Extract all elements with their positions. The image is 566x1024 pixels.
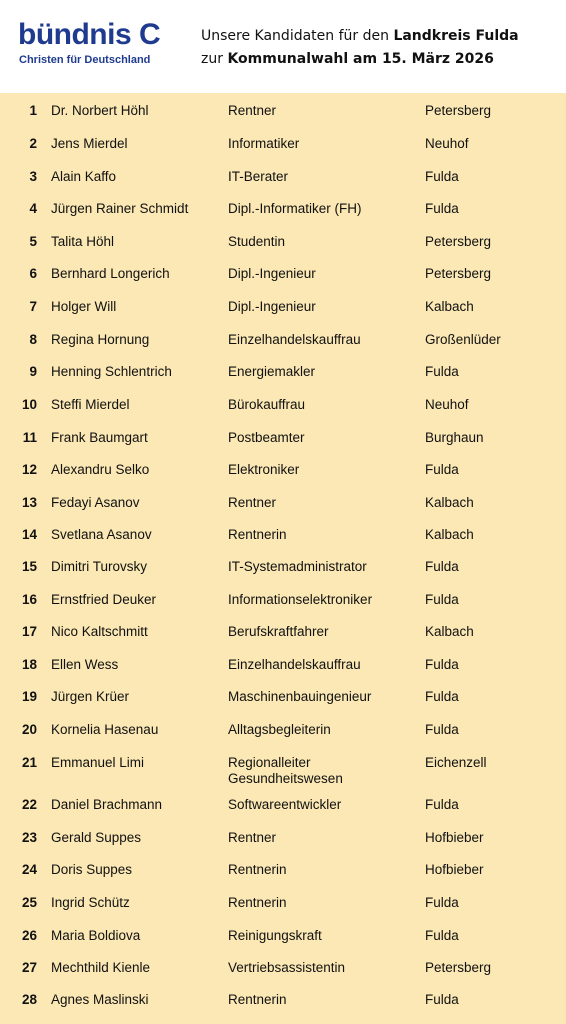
candidate-name: Doris Suppes — [51, 862, 133, 877]
candidate-town: Fulda — [425, 657, 459, 672]
headline-line-1-text: Unsere Kandidaten für den — [201, 28, 394, 44]
candidate-name: Nico Kaltschmitt — [51, 624, 148, 639]
candidate-name: Talita Höhl — [51, 234, 115, 249]
candidate-number: 13 — [21, 495, 37, 510]
candidate-occupation: Einzelhandelskauffrau — [228, 332, 361, 347]
candidate-occupation: Regionalleiter Gesundheitswesen — [228, 755, 343, 786]
candidate-name: Jürgen Rainer Schmidt — [51, 201, 189, 216]
candidate-number: 27 — [21, 960, 37, 975]
candidate-number: 19 — [21, 689, 37, 704]
candidate-town: Petersberg — [425, 266, 492, 281]
candidate-town: Fulda — [425, 559, 459, 574]
candidate-number: 12 — [21, 462, 37, 477]
candidate-town: Fulda — [425, 364, 459, 379]
candidate-town: Fulda — [425, 895, 459, 910]
candidate-town: Neuhof — [425, 397, 469, 412]
candidate-occupation: Dipl.-Informatiker (FH) — [228, 201, 362, 216]
candidate-name: Henning Schlentrich — [51, 364, 172, 379]
candidate-occupation: Bürokauffrau — [228, 397, 306, 412]
candidate-occupation: Einzelhandelskauffrau — [228, 657, 361, 672]
headline-line-2-bold: Kommunalwahl am 15. März 2026 — [227, 51, 494, 67]
candidate-name: Agnes Maslinski — [51, 992, 149, 1007]
candidate-number: 28 — [21, 992, 37, 1007]
candidate-number: 7 — [29, 299, 37, 314]
candidate-number: 24 — [21, 862, 37, 877]
candidate-town: Fulda — [425, 928, 459, 943]
candidate-town: Fulda — [425, 992, 459, 1007]
headline-line-2 — [201, 48, 519, 71]
candidate-number: 16 — [21, 592, 37, 607]
candidate-name: Ellen Wess — [51, 657, 119, 672]
candidate-town: Burghaun — [425, 430, 484, 445]
candidate-name: Frank Baumgart — [51, 430, 148, 445]
logo-tagline: Christen für Deutschland — [19, 54, 151, 66]
candidate-number: 10 — [21, 397, 37, 412]
candidate-occupation: IT-Systemadministrator — [228, 559, 367, 574]
candidate-list — [0, 93, 566, 1024]
candidate-name: Gerald Suppes — [51, 830, 142, 845]
candidate-name: Jens Mierdel — [51, 136, 128, 151]
candidate-number: 21 — [21, 755, 37, 770]
candidate-occupation: Rentnerin — [228, 527, 287, 542]
candidate-name: Jürgen Krüer — [51, 689, 130, 704]
candidate-number: 6 — [29, 266, 37, 281]
candidate-occupation: Berufskraftfahrer — [228, 624, 329, 639]
candidate-name: Kornelia Hasenau — [51, 722, 159, 737]
candidate-number: 17 — [21, 624, 37, 639]
candidate-name: Steffi Mierdel — [51, 397, 130, 412]
candidate-town: Fulda — [425, 689, 459, 704]
candidate-town: Fulda — [425, 797, 459, 812]
candidate-number: 20 — [21, 722, 37, 737]
candidate-town: Fulda — [425, 462, 459, 477]
candidate-number: 14 — [21, 527, 37, 542]
candidate-town: Kalbach — [425, 527, 474, 542]
headline-line-1-bold: Landkreis Fulda — [393, 28, 519, 44]
candidate-occupation: Rentner — [228, 495, 277, 510]
candidate-name: Alexandru Selko — [51, 462, 150, 477]
candidate-occupation: Rentnerin — [228, 992, 287, 1007]
candidate-name: Mechthild Kienle — [51, 960, 151, 975]
candidate-name: Dimitri Turovsky — [51, 559, 148, 574]
candidate-occupation: Informationselektroniker — [228, 592, 373, 607]
candidate-number: 18 — [21, 657, 37, 672]
candidate-occupation: Rentnerin — [228, 895, 287, 910]
logo-name: bündnis C — [18, 18, 161, 51]
candidate-town: Hofbieber — [425, 862, 484, 877]
candidate-occupation: Rentner — [228, 830, 277, 845]
candidate-occupation: Postbeamter — [228, 430, 305, 445]
candidate-occupation: Energiemakler — [228, 364, 316, 379]
candidate-occupation: Dipl.-Ingenieur — [228, 299, 316, 314]
candidate-number: 8 — [29, 332, 37, 347]
candidate-name: Ernstfried Deuker — [51, 592, 157, 607]
candidate-occupation: Rentnerin — [228, 862, 287, 877]
candidate-number: 26 — [21, 928, 37, 943]
candidate-number: 25 — [21, 895, 37, 910]
candidate-number: 1 — [29, 103, 37, 118]
candidate-town: Kalbach — [425, 299, 474, 314]
candidate-occupation: Rentner — [228, 103, 277, 118]
candidate-occupation: Reinigungskraft — [228, 928, 322, 943]
headline-line-2-text: zur — [201, 51, 228, 67]
candidate-town: Kalbach — [425, 624, 474, 639]
candidate-occupation: Studentin — [228, 234, 286, 249]
candidate-number: 9 — [29, 364, 37, 379]
candidate-town: Fulda — [425, 169, 459, 184]
candidate-name: Dr. Norbert Höhl — [51, 103, 149, 118]
candidate-occupation: Elektroniker — [228, 462, 300, 477]
candidate-name: Daniel Brachmann — [51, 797, 163, 812]
candidate-name: Ingrid Schütz — [51, 895, 130, 910]
candidate-town: Petersberg — [425, 103, 492, 118]
candidate-town: Fulda — [425, 722, 459, 737]
header — [0, 0, 566, 94]
candidate-number: 23 — [21, 830, 37, 845]
candidate-occupation: Dipl.-Ingenieur — [228, 266, 316, 281]
candidate-name: Fedayi Asanov — [51, 495, 140, 510]
candidate-town: Neuhof — [425, 136, 469, 151]
candidate-town: Hofbieber — [425, 830, 484, 845]
candidate-name: Bernhard Longerich — [51, 266, 170, 281]
candidate-number: 22 — [21, 797, 37, 812]
candidate-number: 15 — [21, 559, 37, 574]
candidate-number: 11 — [22, 430, 37, 445]
candidate-town: Fulda — [425, 592, 459, 607]
candidate-name: Regina Hornung — [51, 332, 150, 347]
candidate-name: Maria Boldiova — [51, 928, 141, 943]
candidate-number: 4 — [29, 201, 37, 216]
candidate-town: Eichenzell — [425, 755, 487, 770]
candidate-number: 3 — [29, 169, 37, 184]
candidate-town: Petersberg — [425, 234, 492, 249]
candidate-occupation: Alltagsbegleiterin — [228, 722, 331, 737]
candidate-number: 2 — [29, 136, 37, 151]
candidate-occupation: Maschinenbauingenieur — [228, 689, 372, 704]
candidate-name: Alain Kaffo — [51, 169, 117, 184]
page-title — [201, 25, 519, 71]
candidate-occupation: Informatiker — [228, 136, 300, 151]
party-logo — [18, 16, 178, 76]
candidate-town: Großenlüder — [425, 332, 501, 347]
candidate-occupation: IT-Berater — [228, 169, 289, 184]
headline-line-1 — [201, 25, 519, 48]
candidate-town: Fulda — [425, 201, 459, 216]
candidate-town: Petersberg — [425, 960, 492, 975]
candidate-number: 5 — [29, 234, 37, 249]
candidate-name: Emmanuel Limi — [51, 755, 145, 770]
candidate-town: Kalbach — [425, 495, 474, 510]
candidate-occupation: Softwareentwickler — [228, 797, 342, 812]
candidate-occupation: Vertriebsassistentin — [228, 960, 346, 975]
candidate-name: Holger Will — [51, 299, 117, 314]
candidate-name: Svetlana Asanov — [51, 527, 152, 542]
